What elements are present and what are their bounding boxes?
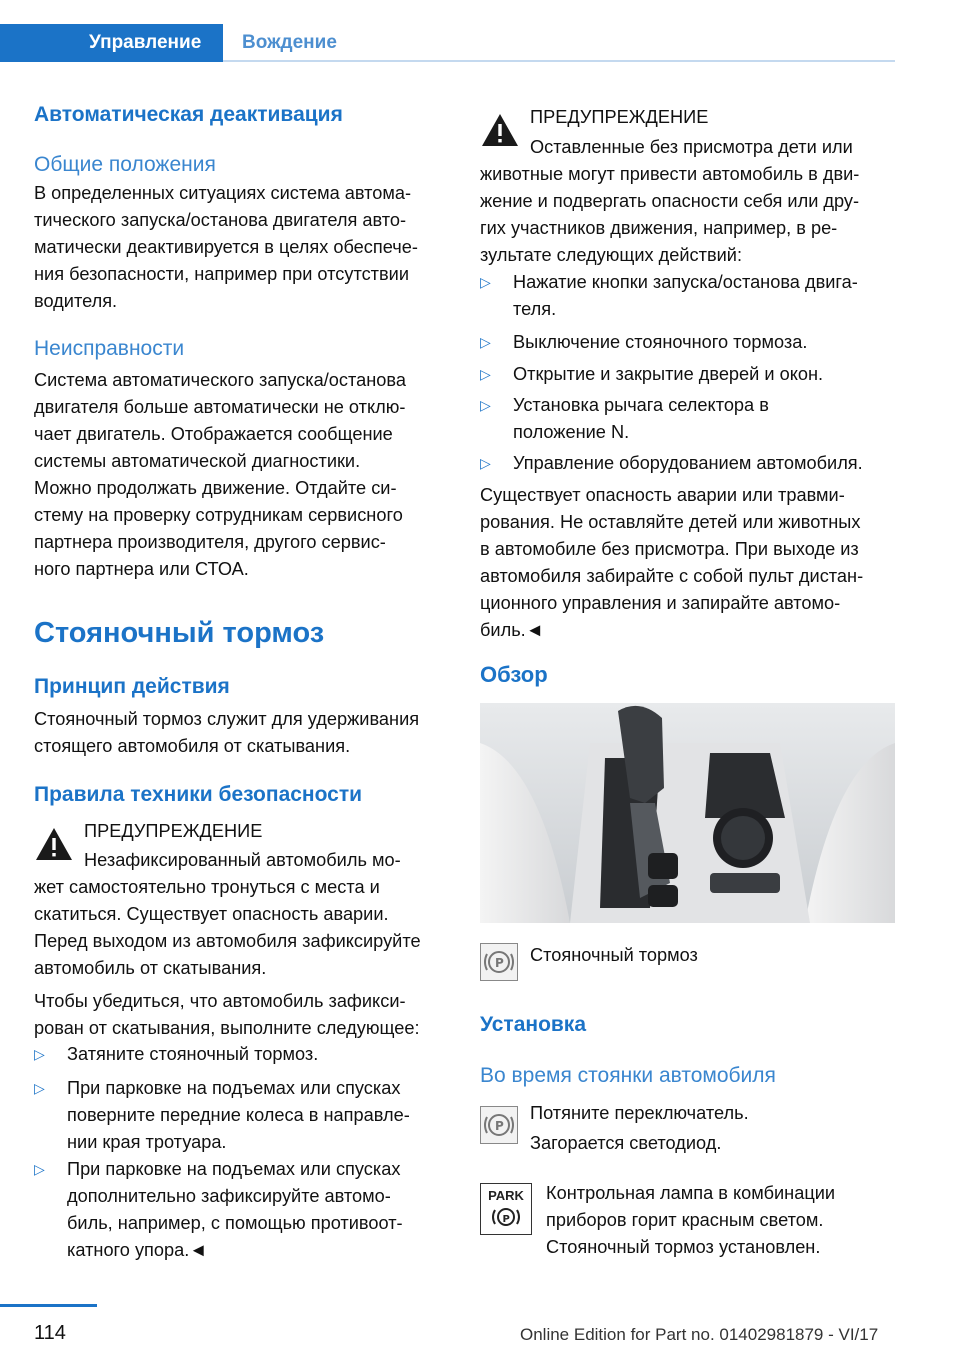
heading-general: Общие положения <box>34 153 216 176</box>
bullet-triangle-icon: ▷ <box>34 1161 45 1177</box>
warning-text-rest: жет самостоятельно тронуться с места и скатиться. Существует опасность аварии. Перед выходом из автомобиля зафиксируйте автомобиль от скатывания. <box>34 877 421 978</box>
warning-text-first: Незафиксированный автомобиль мо- <box>84 850 401 870</box>
paragraph-led: Загорается светодиод. <box>530 1133 722 1153</box>
heading-install: Установка <box>480 1013 586 1036</box>
paragraph-ensure: Чтобы убедиться, что автомобиль зафикси- рован от скатывания, выполните следующее: <box>34 991 420 1038</box>
park-indicator-icon <box>480 1183 532 1235</box>
warning-text-first: Оставленные без присмотра дети или <box>530 137 853 157</box>
paragraph-general: В определенных ситуациях система автома- тического запуска/останова двигателя авто- матически деактивируется в целях обеспече- ния безопасности, например при отсутствии водителя. <box>34 183 418 311</box>
park-indicator-label: PARK <box>488 1188 524 1203</box>
photo-caption: Стояночный тормоз <box>530 945 698 965</box>
bullet-triangle-icon: ▷ <box>480 366 491 382</box>
console-photo <box>480 703 895 923</box>
heading-overview: Обзор <box>480 662 548 687</box>
bullet-triangle-icon: ▷ <box>480 334 491 350</box>
paragraph-danger: Существует опасность аварии или травми- рования. Не оставляйте детей или животных в автомобиле без присмотра. При выходе из автомобиля забирайте с собой пульт дистан- ционного управления и запирайте автомо- биль.◄ <box>480 485 864 640</box>
footer-edition: Online Edition for Part no. 01402981879 - VI/17 <box>520 1325 879 1344</box>
paragraph-warning-lamp: Контрольная лампа в комбинации приборов горит красным светом. Стояночный тормоз установлен. <box>546 1183 836 1257</box>
tab-driving[interactable]: Вождение <box>242 32 337 53</box>
heading-safety: Правила техники безопасности <box>34 783 363 806</box>
warning-text-rest: животные могут привести автомобиль в дви- жение и подвергать опасности себя или дру- гих участников движения, например, в ре- зультате следующих действий: <box>480 164 860 265</box>
warning-title: ПРЕДУПРЕЖДЕНИЕ <box>530 107 709 127</box>
heading-faults: Неисправности <box>34 337 185 360</box>
bullet-triangle-icon: ▷ <box>480 455 491 471</box>
warning-title: ПРЕДУПРЕЖДЕНИЕ <box>84 821 263 841</box>
parking-brake-icon <box>480 943 518 981</box>
bullet-triangle-icon: ▷ <box>34 1046 45 1062</box>
svg-text:P: P <box>495 1119 504 1133</box>
svg-text:P: P <box>495 956 504 970</box>
warning-icon <box>34 826 74 862</box>
paragraph-pull-switch: Потяните переключатель. <box>530 1103 749 1123</box>
tab-bar <box>0 24 895 62</box>
paragraph-faults: Система автоматического запуска/останова двигателя больше автоматически не отклю- чает двигатель. Отображается сообщение системы автоматической диагностики. Можно продолжать движение. Отдайте си- стему на проверку сотрудникам сервисного партнера производителя, другого сервис- ного партнера или СТОА. <box>34 370 406 579</box>
heading-when-parked: Во время стоянки автомобиля <box>480 1064 776 1087</box>
parking-brake-switch-icon <box>480 1106 518 1144</box>
svg-text:P: P <box>502 1214 510 1225</box>
tab-controls-label: Управление <box>89 32 202 53</box>
page-number: 114 <box>34 1322 66 1344</box>
paragraph-principle: Стояночный тормоз служит для удерживания стоящего автомобиля от скатывания. <box>34 709 420 756</box>
heading-parking-brake: Стояночный тормоз <box>34 617 325 649</box>
heading-principle: Принцип действия <box>34 675 230 698</box>
warning-icon <box>480 112 520 148</box>
bullet-triangle-icon: ▷ <box>480 397 491 413</box>
bullet-triangle-icon: ▷ <box>34 1080 45 1096</box>
bullet-triangle-icon: ▷ <box>480 274 491 290</box>
heading-auto-deactivation: Автоматическая деактивация <box>34 103 343 126</box>
tab-controls[interactable] <box>0 24 223 62</box>
footer-accent-line <box>0 1304 97 1307</box>
tab-divider <box>223 60 895 62</box>
